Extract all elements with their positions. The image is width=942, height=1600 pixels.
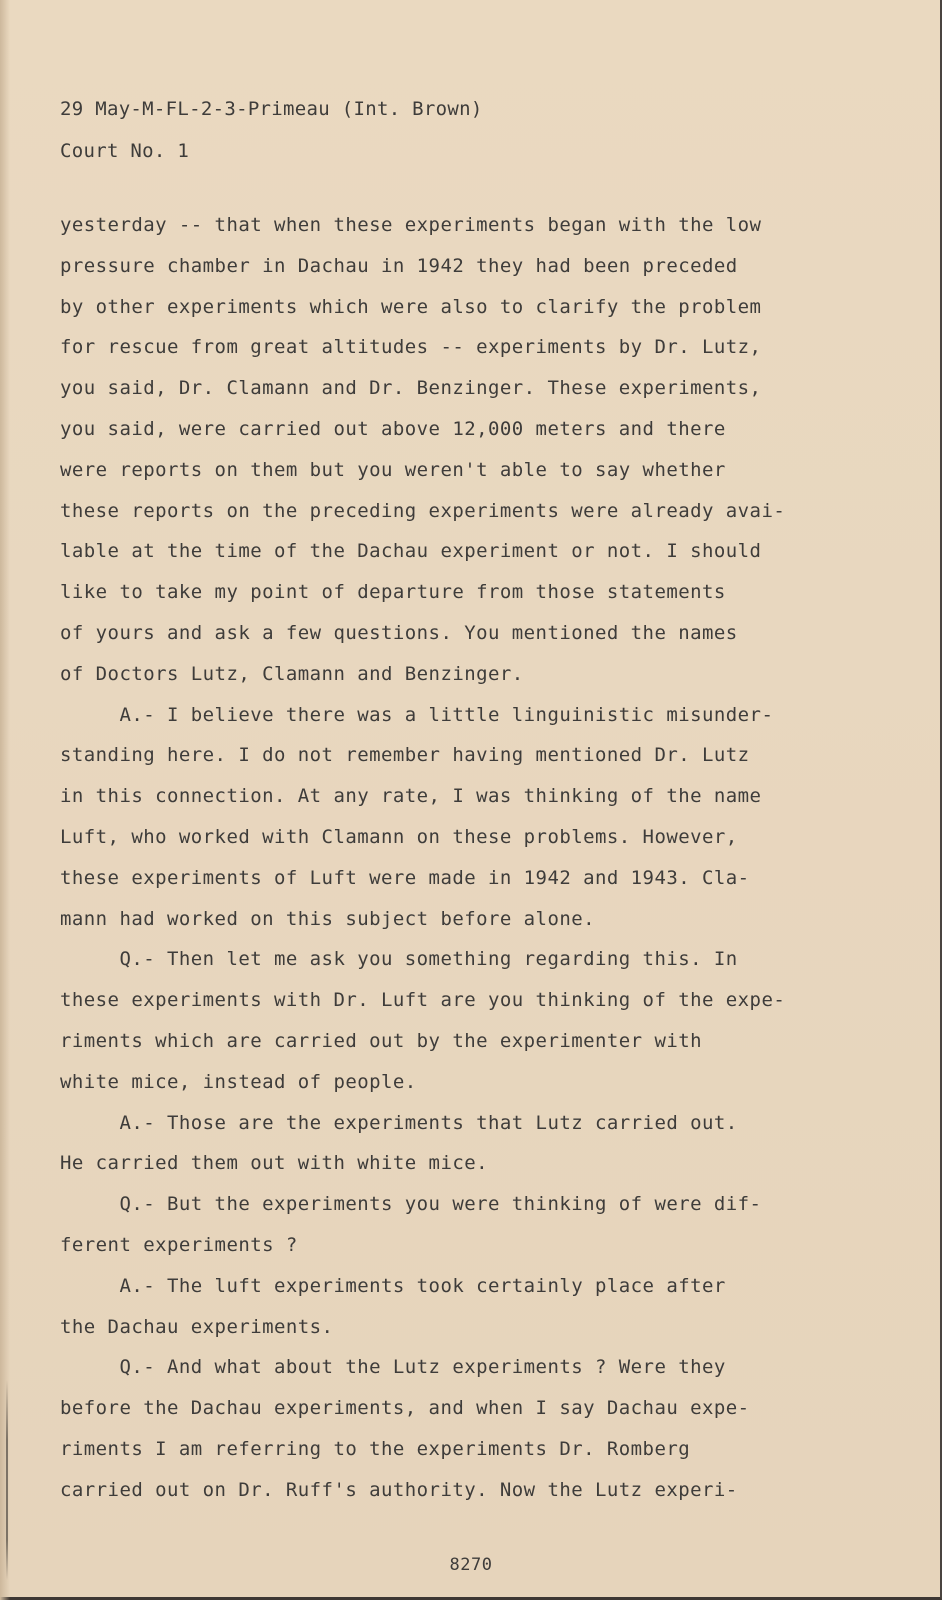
- transcript-line: lable at the time of the Dachau experiment or not. I should: [60, 540, 762, 563]
- transcript-line: Q.- But the experiments you were thinking of were dif-: [60, 1193, 762, 1216]
- transcript-line: you said, were carried out above 12,000 meters and there: [60, 417, 726, 440]
- header-court-line: Court No. 1: [60, 140, 190, 162]
- transcript-line: A.- I believe there was a little linguinistic misunder-: [60, 703, 774, 726]
- transcript-line: in this connection. At any rate, I was thinking of the name: [60, 785, 762, 808]
- transcript-line: were reports on them but you weren't able to say whether: [60, 458, 726, 481]
- transcript-line: by other experiments which were also to clarify the problem: [60, 295, 762, 318]
- transcript-line: pressure chamber in Dachau in 1942 they had been preceded: [60, 254, 738, 277]
- transcript-line: of yours and ask a few questions. You mentioned the names: [60, 621, 738, 644]
- transcript-line: the Dachau experiments.: [60, 1315, 334, 1338]
- transcript-line: Q.- Then let me ask you something regarding this. In: [60, 948, 738, 971]
- transcript-line: these experiments with Dr. Luft are you thinking of the expe-: [60, 989, 786, 1012]
- header-reference-line: 29 May-M-FL-2-3-Primeau (Int. Brown): [60, 98, 483, 120]
- transcript-line: standing here. I do not remember having mentioned Dr. Lutz: [60, 744, 750, 767]
- page-edge-shadow: [0, 0, 10, 1600]
- transcript-line: you said, Dr. Clamann and Dr. Benzinger. These experiments,: [60, 377, 762, 400]
- margin-mark: [6, 1380, 8, 1580]
- transcript-line: of Doctors Lutz, Clamann and Benzinger.: [60, 662, 524, 685]
- transcript-line: before the Dachau experiments, and when I say Dachau expe-: [60, 1397, 750, 1420]
- transcript-line: yesterday -- that when these experiments began with the low: [60, 214, 762, 236]
- transcript-line: these reports on the preceding experiments were already avai-: [60, 499, 786, 522]
- transcript-line: ferent experiments ?: [60, 1233, 298, 1256]
- transcript-line: mann had worked on this subject before alone.: [60, 907, 596, 930]
- transcript-line: for rescue from great altitudes -- experiments by Dr. Lutz,: [60, 336, 762, 359]
- transcript-line: white mice, instead of people.: [60, 1070, 417, 1093]
- transcript-line: He carried them out with white mice.: [60, 1152, 489, 1175]
- page-number: 8270: [449, 1555, 493, 1575]
- transcript-line: like to take my point of departure from those statements: [60, 581, 726, 604]
- transcript-line: A.- Those are the experiments that Lutz carried out.: [60, 1111, 738, 1134]
- transcript-line: Luft, who worked with Clamann on these problems. However,: [60, 825, 738, 848]
- transcript-line: riments which are carried out by the experimenter with: [60, 1029, 703, 1052]
- transcript-line: Q.- And what about the Lutz experiments ? Were they: [60, 1356, 726, 1379]
- transcript-body: [60, 205, 880, 1511]
- document-header: [60, 88, 483, 172]
- transcript-line: these experiments of Luft were made in 1942 and 1943. Cla-: [60, 866, 750, 889]
- transcript-line: riments I am referring to the experiments Dr. Romberg: [60, 1437, 691, 1460]
- transcript-line: A.- The luft experiments took certainly place after: [60, 1274, 726, 1297]
- transcript-line: carried out on Dr. Ruff's authority. Now the Lutz experi-: [60, 1478, 738, 1501]
